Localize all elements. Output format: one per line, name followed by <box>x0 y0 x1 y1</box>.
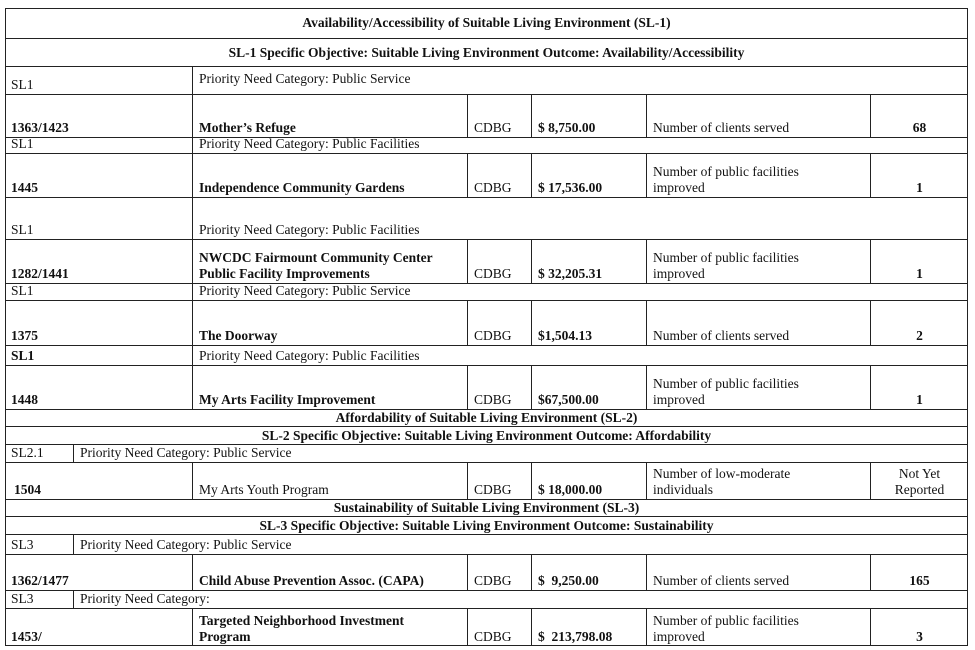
project-id: 1375 <box>11 328 38 343</box>
category-row <box>5 345 968 365</box>
performance-measure: Number of public facilities improved <box>646 609 870 646</box>
table-row <box>5 365 968 409</box>
table-row <box>5 300 968 345</box>
project-name: Mother’s Refuge <box>192 95 467 137</box>
amount: $ 9,250.00 <box>531 555 646 590</box>
amount: $67,500.00 <box>531 366 646 409</box>
performance-measure: Number of clients served <box>646 95 870 137</box>
category-code: SL1 <box>11 222 34 237</box>
result-count: 1 <box>870 366 968 409</box>
result-count: 68 <box>870 95 968 137</box>
table-row <box>5 554 968 590</box>
performance-measure: Number of public facilities improved <box>646 240 870 283</box>
category-code: SL2.1 <box>11 445 44 460</box>
category-code: SL3 <box>11 591 34 606</box>
funding-source: CDBG <box>467 154 531 197</box>
category-code: SL3 <box>11 537 34 552</box>
funding-source: CDBG <box>467 366 531 409</box>
category-code: SL1 <box>11 348 35 363</box>
category-label: Priority Need Category: <box>73 591 968 608</box>
category-row <box>5 534 968 554</box>
project-name: NWCDC Fairmount Community Center Public Facility Improvements <box>192 240 467 283</box>
project-name: Targeted Neighborhood Investment Program <box>192 609 467 646</box>
result-status: Not Yet Reported <box>870 463 968 499</box>
sl2-objective: SL-2 Specific Objective: Suitable Living Environment Outcome: Affordability <box>5 426 968 444</box>
category-row <box>5 590 968 608</box>
table-row <box>5 153 968 197</box>
category-code: SL1 <box>11 283 34 298</box>
amount: $1,504.13 <box>531 301 646 345</box>
project-id: 1282/1441 <box>11 266 69 281</box>
table-row <box>5 94 968 137</box>
table-row <box>5 239 968 283</box>
amount: $ 17,536.00 <box>531 154 646 197</box>
funding-source: CDBG <box>467 95 531 137</box>
project-id: 1453/ <box>11 629 42 644</box>
amount: $ 32,205.31 <box>531 240 646 283</box>
category-label: Priority Need Category: Public Service <box>192 284 968 300</box>
project-id: 1363/1423 <box>11 120 69 135</box>
result-count: 1 <box>870 154 968 197</box>
project-name: My Arts Youth Program <box>192 463 467 499</box>
table-row <box>5 608 968 646</box>
sl1-title: Availability/Accessibility of Suitable Living Environment (SL-1) <box>302 15 671 30</box>
project-name: My Arts Facility Improvement <box>192 366 467 409</box>
project-name: The Doorway <box>192 301 467 345</box>
funding-source: CDBG <box>467 301 531 345</box>
project-id: 1448 <box>11 392 38 407</box>
category-row <box>5 197 968 239</box>
category-label: Priority Need Category: Public Facilities <box>192 346 968 365</box>
category-row <box>5 444 968 462</box>
category-label: Priority Need Category: Public Service <box>73 535 968 554</box>
result-count: 1 <box>870 240 968 283</box>
result-count: 165 <box>870 555 968 590</box>
funding-source: CDBG <box>467 463 531 499</box>
category-code: SL1 <box>11 136 34 151</box>
project-id: 1504 <box>14 482 41 497</box>
category-row <box>5 283 968 300</box>
sl3-objective: SL-3 Specific Objective: Suitable Living Environment Outcome: Sustainability <box>5 516 968 534</box>
amount: $ 8,750.00 <box>531 95 646 137</box>
funding-source: CDBG <box>467 609 531 646</box>
table-row <box>5 462 968 499</box>
category-row <box>5 137 968 153</box>
performance-measure: Number of clients served <box>646 555 870 590</box>
category-row <box>5 66 968 94</box>
amount: $ 213,798.08 <box>531 609 646 646</box>
funding-source: CDBG <box>467 555 531 590</box>
category-label: Priority Need Category: Public Service <box>73 445 968 462</box>
project-name: Child Abuse Prevention Assoc. (CAPA) <box>192 555 467 590</box>
performance-measure: Number of low-moderate individuals <box>646 463 870 499</box>
category-code: SL1 <box>11 77 34 92</box>
performance-measure: Number of public facilities improved <box>646 154 870 197</box>
category-label: Priority Need Category: Public Service <box>192 67 968 94</box>
performance-measure: Number of clients served <box>646 301 870 345</box>
sl1-objective: SL-1 Specific Objective: Suitable Living Environment Outcome: Availability/Accessibility <box>5 38 968 66</box>
accomplishment-table <box>5 8 968 646</box>
category-label: Priority Need Category: Public Facilities <box>192 138 968 153</box>
project-name: Independence Community Gardens <box>192 154 467 197</box>
amount: $ 18,000.00 <box>531 463 646 499</box>
performance-measure: Number of public facilities improved <box>646 366 870 409</box>
sl2-title: Affordability of Suitable Living Environment (SL-2) <box>5 409 968 426</box>
project-id: 1445 <box>11 180 38 195</box>
project-id: 1362/1477 <box>11 573 69 588</box>
result-count: 3 <box>870 609 968 646</box>
result-count: 2 <box>870 301 968 345</box>
sl3-title: Sustainability of Suitable Living Environment (SL-3) <box>5 499 968 516</box>
category-label: Priority Need Category: Public Facilities <box>192 198 968 239</box>
funding-source: CDBG <box>467 240 531 283</box>
